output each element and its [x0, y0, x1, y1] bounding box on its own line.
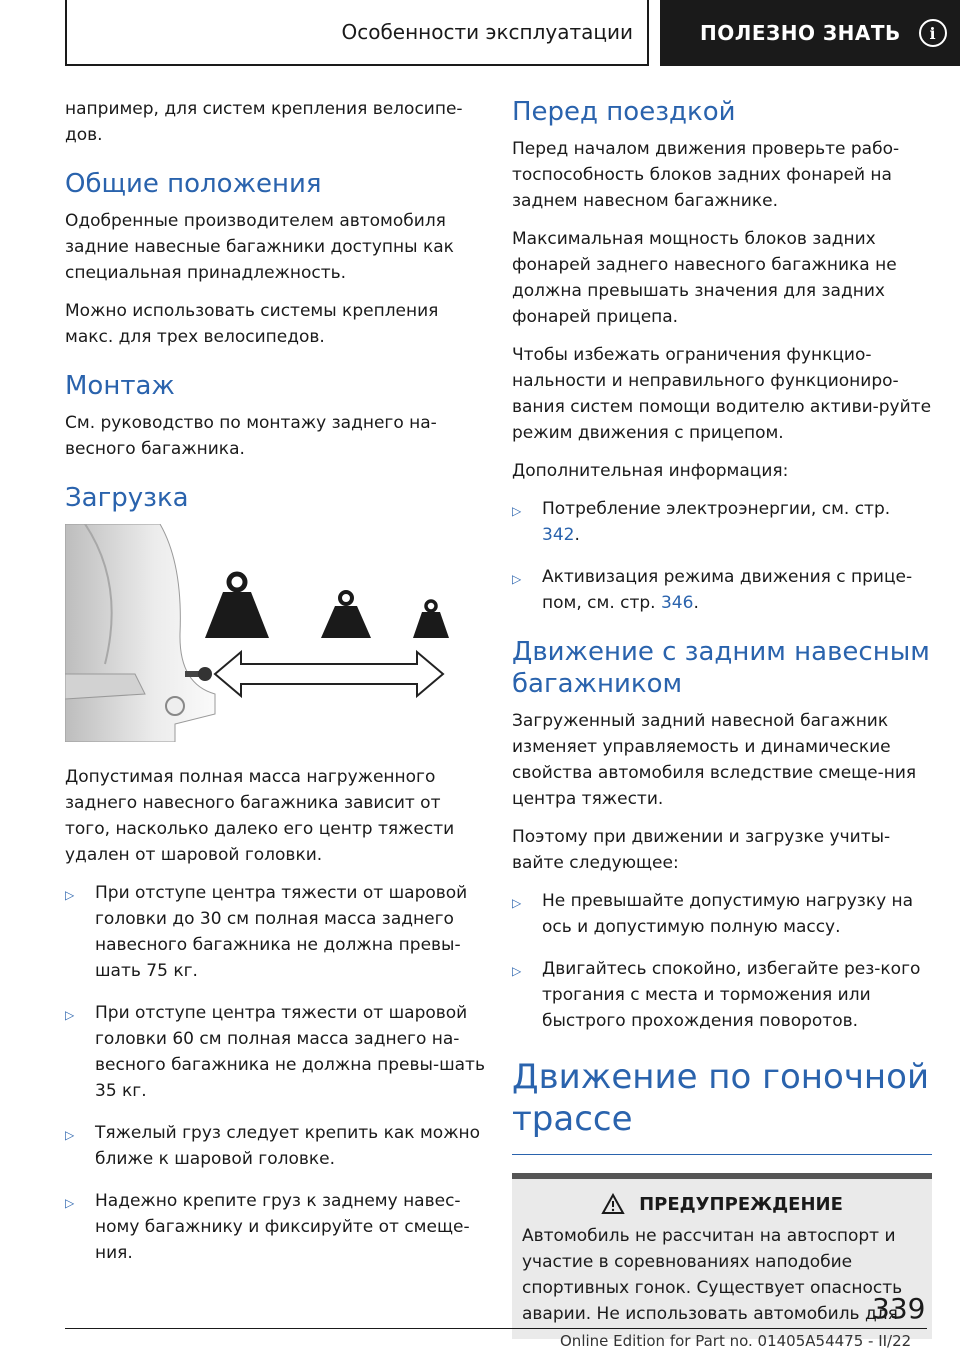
paragraph-driving-1: Загруженный задний навесной багажник изменяет управляемость и динамические свойства автомобиля вследствие смеще-ния центра тяжести. [512, 711, 917, 809]
bullet-triangle-icon: ▷ [512, 896, 522, 910]
warning-triangle-icon [601, 1193, 625, 1215]
footer-edition: Online Edition for Part no. 01405A54475 - II/22 [560, 1332, 912, 1350]
warning-text: Автомобиль не рассчитан на автоспорт и участие в соревнованиях наподобие спортивных гонок. Существует опасность аварии. Не использовать автомобиль для [522, 1226, 903, 1324]
header-section-label: Особенности эксплуатации [341, 20, 633, 44]
page-number: 339 [872, 1292, 926, 1325]
heading-mount: Монтаж [65, 371, 175, 401]
list-item: ▷ Надежно крепите груз к заднему навес-ному багажнику и фиксируйте от смеще-ния. [65, 1188, 485, 1266]
header-tab-label: ПОЛЕЗНО ЗНАТЬ [700, 21, 901, 45]
paragraph-before-3: Чтобы избежать ограничения функцио-нальности и неправильного функциониро-вания систем помощи водителю активи-руйте режим движения с прицепом. [512, 345, 932, 443]
paragraph-load: Допустимая полная масса нагруженного заднего навесного багажника зависит от того, насколько далеко его центр тяжести удален от шаровой головки. [65, 767, 455, 865]
heading-driving: Движение с задним навесным багажником [512, 637, 930, 699]
bullet-triangle-icon: ▷ [65, 888, 75, 902]
bullet-triangle-icon: ▷ [65, 1196, 75, 1210]
load-bullets [65, 880, 485, 1266]
paragraph-more-info: Дополнительная информация: [512, 461, 789, 481]
bullet-triangle-icon: ▷ [512, 572, 522, 586]
heading-track: Движение по гоночной трассе [512, 1057, 930, 1139]
bullet-triangle-icon: ▷ [512, 504, 522, 518]
heading-general: Общие положения [65, 169, 322, 199]
list-item: ▷ Не превышайте допустимую нагрузку на ось и допустимую полную массу. [512, 888, 932, 940]
page-link-342[interactable]: 342 [542, 525, 575, 545]
section-divider [512, 1154, 932, 1155]
weight-medium-icon [321, 592, 371, 638]
weight-large-icon [205, 574, 269, 638]
page-link-346[interactable]: 346 [660, 593, 694, 613]
list-item: ▷ Двигайтесь спокойно, избегайте рез-кого трогания с места и торможения или быстрого прохождения поворотов. [512, 956, 932, 1034]
paragraph-general-2: Можно использовать системы крепления макс. для трех велосипедов. [65, 301, 439, 347]
more-info-bullets [512, 496, 932, 616]
info-icon: i [919, 19, 947, 47]
car-rear-shape [65, 524, 215, 742]
bullet-triangle-icon: ▷ [65, 1128, 75, 1142]
footer-divider [65, 1328, 927, 1329]
paragraph-before-1: Перед началом движения проверьте рабо-тоспособность блоков задних фонарей на заднем навесном багажнике. [512, 139, 900, 211]
warning-title: ПРЕДУПРЕЖДЕНИЕ [639, 1193, 843, 1215]
weight-small-icon [413, 601, 449, 638]
header-tab[interactable] [660, 0, 960, 66]
bullet-triangle-icon: ▷ [65, 1008, 75, 1022]
paragraph-general-1: Одобренные производителем автомобиля задние навесные багажники доступны как специальная принадлежность. [65, 211, 454, 283]
header-section [65, 0, 649, 66]
load-distance-illustration [65, 524, 485, 742]
paragraph-before-2: Максимальная мощность блоков задних фонарей заднего навесного багажника не должна превышать значения для задних фонарей прицепа. [512, 229, 897, 327]
driving-bullets [512, 888, 932, 1034]
list-item: ▷ Потребление электроэнергии, см. стр. 342. [512, 496, 932, 548]
list-item: ▷ Активизация режима движения с прице-пом, см. стр. 346. [512, 564, 932, 616]
warning-box [512, 1173, 932, 1339]
right-column [512, 96, 932, 1339]
list-item: ▷ При отступе центра тяжести от шаровой головки 60 см полная масса заднего на-весного багажника не должна превы-шать 35 кг. [65, 1000, 485, 1104]
list-item: ▷ При отступе центра тяжести от шаровой головки до 30 см полная масса заднего навесного багажника не должна превы-шать 75 кг. [65, 880, 485, 984]
intro-paragraph: например, для систем крепления велосипе-дов. [65, 99, 463, 145]
left-column [65, 96, 485, 1282]
paragraph-mount: См. руководство по монтажу заднего на-весного багажника. [65, 413, 437, 459]
ball-head [198, 667, 212, 681]
heading-load: Загрузка [65, 483, 189, 513]
heading-before: Перед поездкой [512, 97, 736, 127]
paragraph-driving-2: Поэтому при движении и загрузке учиты-вайте следующее: [512, 827, 891, 873]
list-item: ▷ Тяжелый груз следует крепить как можно ближе к шаровой головке. [65, 1120, 485, 1172]
bullet-triangle-icon: ▷ [512, 964, 522, 978]
double-arrow [215, 652, 443, 696]
